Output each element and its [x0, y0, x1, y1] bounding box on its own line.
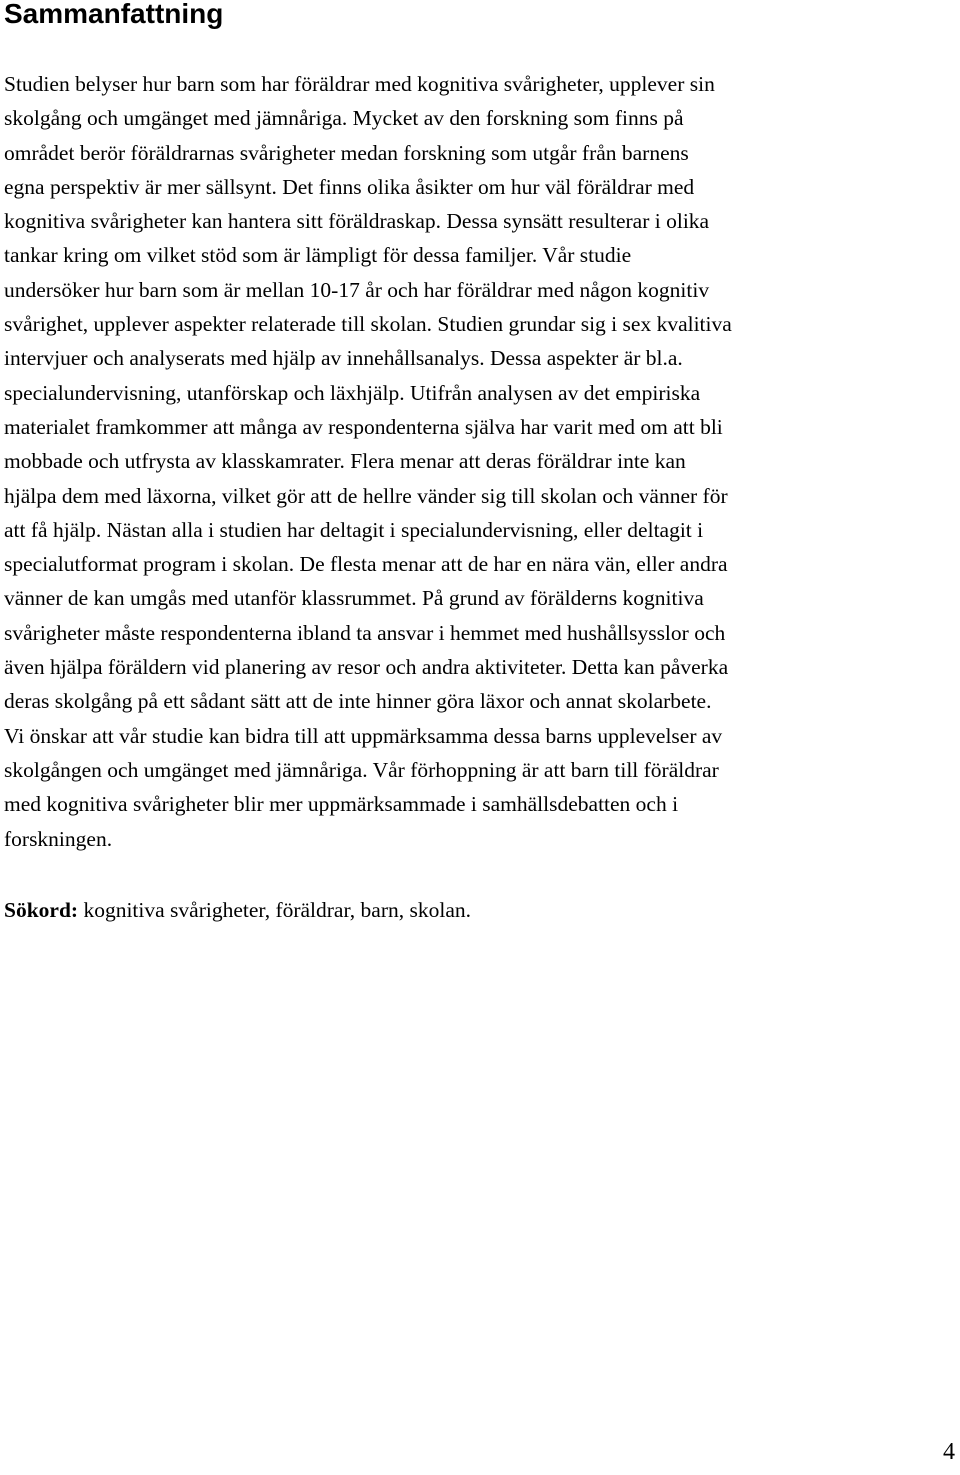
abstract-line: även hjälpa föräldern vid planering av resor och andra aktiviteter. Detta kan påverka	[4, 655, 729, 680]
abstract-line: intervjuer och analyserats med hjälp av innehållsanalys. Dessa aspekter är bl.a.	[4, 346, 683, 371]
abstract-line: skolgång och umgänget med jämnåriga. Mycket av den forskning som finns på	[4, 106, 684, 131]
abstract-line: svårighet, upplever aspekter relaterade till skolan. Studien grundar sig i sex kvalitiva	[4, 312, 732, 337]
abstract-line: materialet framkommer att många av respondenterna själva har varit med om att bli	[4, 414, 723, 439]
abstract-line: vänner de kan umgås med utanför klassrummet. På grund av förälderns kognitiva	[4, 586, 704, 611]
abstract-line: med kognitiva svårigheter blir mer uppmärksammade i samhällsdebatten och i	[4, 792, 679, 817]
abstract-line: hjälpa dem med läxorna, vilket gör att de hellre vänder sig till skolan och vänner för	[4, 483, 728, 508]
keywords-label: Sökord:	[4, 898, 79, 922]
abstract-line: att få hjälp. Nästan alla i studien har deltagit i specialundervisning, eller deltagit i	[4, 517, 704, 542]
abstract-line: deras skolgång på ett sådant sätt att de inte hinner göra läxor och annat skolarbete.	[4, 689, 712, 714]
page-title: Sammanfattning	[4, 0, 224, 29]
abstract-line: egna perspektiv är mer sällsynt. Det finns olika åsikter om hur väl föräldrar med	[4, 174, 695, 199]
abstract-line: mobbade och utfrysta av klasskamrater. Flera menar att deras föräldrar inte kan	[4, 449, 686, 474]
page-number: 4	[943, 1439, 955, 1465]
abstract-line: området berör föräldrarnas svårigheter medan forskning som utgår från barnens	[4, 140, 689, 165]
abstract-line: skolgången och umgänget med jämnåriga. Vår förhoppning är att barn till föräldrar	[4, 757, 719, 782]
abstract-line: undersöker hur barn som är mellan 10-17 år och har föräldrar med någon kognitiv	[4, 277, 710, 302]
abstract-line: specialutformat program i skolan. De flesta menar att de har en nära vän, eller andra	[4, 552, 728, 577]
abstract-paragraph	[4, 67, 904, 856]
abstract-line: kognitiva svårigheter kan hantera sitt föräldraskap. Dessa synsätt resulterar i olika	[4, 209, 710, 234]
abstract-line: svårigheter måste respondenterna ibland ta ansvar i hemmet med hushållsysslor och	[4, 620, 726, 645]
abstract-line: specialundervisning, utanförskap och läxhjälp. Utifrån analysen av det empiriska	[4, 380, 701, 405]
abstract-line: forskningen.	[4, 826, 113, 851]
abstract-line: tankar kring om vilket stöd som är lämpligt för dessa familjer. Vår studie	[4, 243, 632, 268]
keywords-line	[4, 893, 471, 927]
abstract-line: Vi önskar att vår studie kan bidra till att uppmärksamma dessa barns upplevelser av	[4, 723, 723, 748]
abstract-line: Studien belyser hur barn som har föräldrar med kognitiva svårigheter, upplever sin	[4, 72, 715, 96]
keywords-text: kognitiva svårigheter, föräldrar, barn, skolan.	[78, 898, 471, 922]
